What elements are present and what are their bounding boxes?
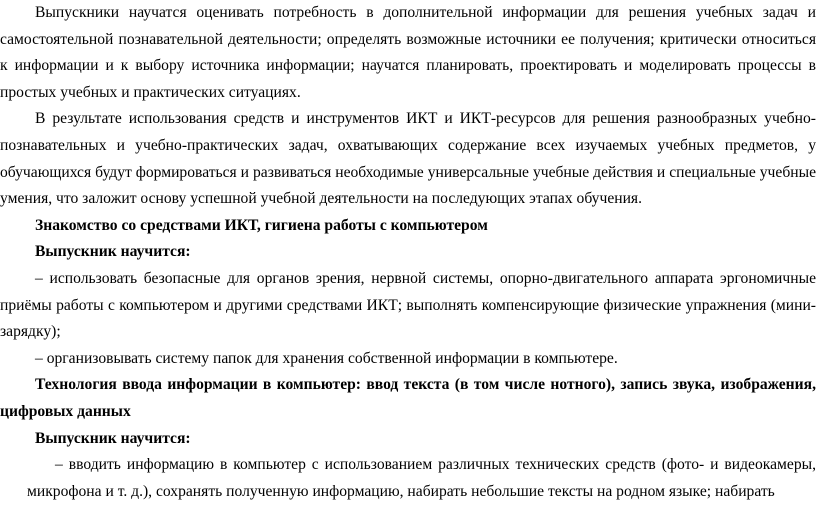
list-item: – вводить информацию в компьютер с использованием различных технических средств (фото- и видеокамеры, микрофона и т. д.), сохранять полученную информацию, набирать небольшие тексты на родном языке; набирать [27,456,816,500]
section-heading-input-technology: Технология ввода информации в компьютер: ввод текста (в том числе нотного), запись звука, изображения, цифровых данных [0,376,816,420]
list-item: – организовывать систему папок для хранения собственной информации в компьютере. [35,349,618,367]
section-subheading: Выпускник научится: [35,243,191,261]
paragraph-1: Выпускники научатся оценивать потребность в дополнительной информации для решения учебных задач и самостоятельной познавательной деятельности; определять возможные источники ее получения; критически относиться к информации и к выбору источника информации; научатся планировать, проектировать и моделировать процессы в простых учебных и практических ситуациях. [0,4,816,101]
section-subheading: Выпускник научится: [35,429,191,447]
list-item: – использовать безопасные для органов зрения, нервной системы, опорно-двигательного аппарата эргономичные приёмы работы с компьютером и другими средствами ИКТ; выполнять компенсирующие физические упражнения (мини-зарядку); [0,269,816,341]
section-heading-ict-intro: Знакомство со средствами ИКТ, гигиена работы с компьютером [35,216,488,234]
paragraph-2: В результате использования средств и инструментов ИКТ и ИКТ-ресурсов для решения разнообразных учебно-познавательных и учебно-практических задач, охватывающих содержание всех изучаемых учебных предметов, у обучающихся будут формироваться и развиваться необходимые универсальные учебные действия и специальные учебные умения, что заложит основу успешной учебной деятельности на последующих этапах обучения. [0,110,816,208]
